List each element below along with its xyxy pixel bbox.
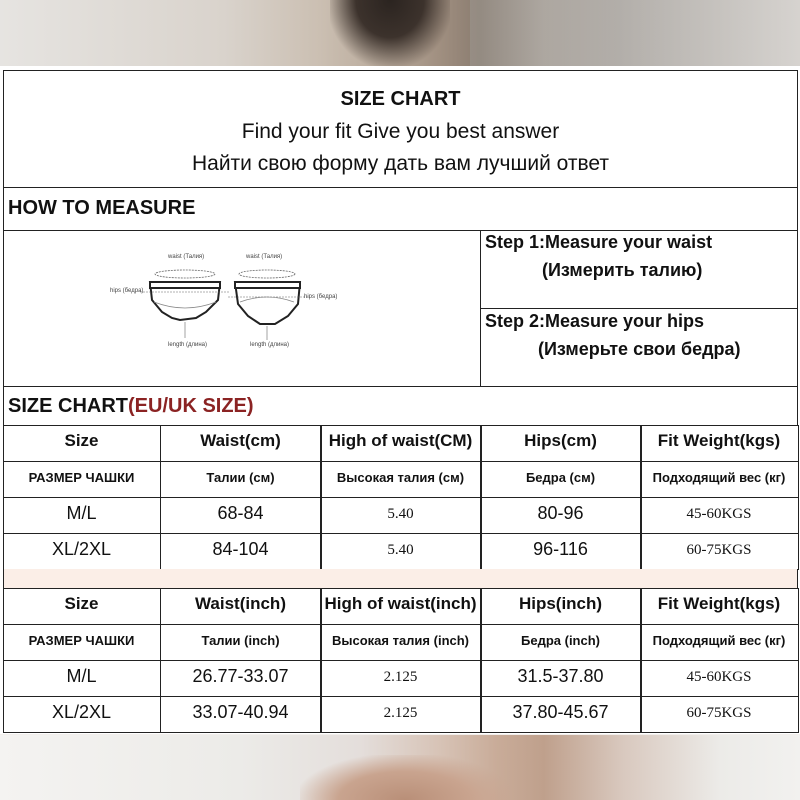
hair-shape bbox=[330, 0, 450, 66]
table-cell: 26.77-33.07 bbox=[192, 666, 289, 686]
subtitle-english: Find your fit Give you best answer bbox=[241, 120, 560, 143]
leg-shape bbox=[300, 755, 510, 800]
header-cell: High of waist(inch) bbox=[324, 594, 477, 613]
how-to-measure-heading: HOW TO MEASURE bbox=[8, 197, 196, 219]
header-ru-cell: Бедра (inch) bbox=[521, 633, 600, 648]
bottom-photo-strip bbox=[0, 735, 800, 800]
table-cell: 60-75KGS bbox=[686, 705, 752, 721]
hips-label-front: hips (бедра) bbox=[110, 288, 144, 294]
header-cell: Hips(inch) bbox=[518, 594, 603, 613]
briefs-back-icon bbox=[228, 270, 310, 340]
briefs-diagram-svg bbox=[110, 252, 340, 362]
table-cell: 84-104 bbox=[212, 539, 269, 559]
header-cell: Fit Weight(kgs) bbox=[657, 594, 781, 613]
table-cell: M/L bbox=[66, 666, 97, 686]
briefs-front-icon bbox=[140, 270, 230, 338]
table-cell: 96-116 bbox=[533, 539, 588, 559]
header-ru-cell: Подходящий вес (кг) bbox=[652, 633, 786, 648]
arm-shape bbox=[470, 0, 800, 66]
length-label-front: length (длина) bbox=[168, 342, 208, 348]
header-cell: Size bbox=[64, 594, 99, 613]
subtitle-russian: Найти свою форму дать вам лучший ответ bbox=[191, 152, 610, 175]
waist-label-back: waist (Талия) bbox=[246, 254, 283, 260]
header-cell: Size bbox=[64, 431, 99, 450]
step1-russian: (Измерить талию) bbox=[542, 260, 703, 280]
size-chart-heading-black: SIZE CHART bbox=[8, 395, 128, 417]
header-ru-cell: РАЗМЕР ЧАШКИ bbox=[28, 470, 135, 485]
table-cell: 68-84 bbox=[217, 503, 264, 523]
table-cell: M/L bbox=[66, 503, 97, 523]
size-chart-sheet bbox=[0, 66, 800, 734]
header-ru-cell: Высокая талия (см) bbox=[336, 470, 465, 485]
header-cell: Fit Weight(kgs) bbox=[657, 431, 781, 450]
header-ru-cell: Подходящий вес (кг) bbox=[652, 470, 786, 485]
table-cell: 2.125 bbox=[383, 705, 418, 721]
table-cell: 45-60KGS bbox=[686, 669, 752, 685]
page-title: SIZE CHART bbox=[340, 88, 461, 110]
step2-russian: (Измерьте свои бедра) bbox=[538, 339, 741, 359]
table-cell: 60-75KGS bbox=[686, 542, 752, 558]
header-ru-cell: Высокая талия (inch) bbox=[331, 633, 470, 648]
header-cell: Hips(cm) bbox=[524, 431, 597, 450]
table-cell: 80-96 bbox=[537, 503, 584, 523]
header-ru-cell: Талии (inch) bbox=[201, 633, 280, 648]
top-photo-strip bbox=[0, 0, 800, 66]
header-cell: High of waist(CM) bbox=[328, 431, 473, 450]
table-cell: 2.125 bbox=[383, 669, 418, 685]
length-label-back: length (длина) bbox=[250, 342, 290, 348]
table-cell: 33.07-40.94 bbox=[192, 702, 289, 722]
table-cell: 5.40 bbox=[387, 542, 414, 558]
header-ru-cell: РАЗМЕР ЧАШКИ bbox=[28, 633, 135, 648]
header-ru-cell: Бедра (см) bbox=[525, 470, 596, 485]
table-cell: XL/2XL bbox=[51, 702, 112, 722]
table-cell: 37.80-45.67 bbox=[512, 702, 609, 722]
table-cell: 45-60KGS bbox=[686, 506, 752, 522]
table-separator bbox=[3, 569, 798, 588]
step2-text: Step 2:Measure your hips bbox=[485, 311, 705, 331]
header-cell: Waist(inch) bbox=[195, 594, 286, 613]
measure-diagram bbox=[110, 252, 340, 362]
waist-label-front: waist (Талия) bbox=[168, 254, 205, 260]
hips-label-back: hips (бедра) bbox=[304, 294, 338, 300]
header-cell: Waist(cm) bbox=[200, 431, 281, 450]
table-cell: 5.40 bbox=[387, 506, 414, 522]
header-ru-cell: Талии (см) bbox=[206, 470, 275, 485]
size-chart-heading bbox=[8, 395, 254, 418]
step1-text: Step 1:Measure your waist bbox=[485, 232, 713, 252]
table-cell: XL/2XL bbox=[51, 539, 112, 559]
table-cell: 31.5-37.80 bbox=[517, 666, 604, 686]
size-chart-heading-red: (EU/UK SIZE) bbox=[128, 395, 254, 417]
